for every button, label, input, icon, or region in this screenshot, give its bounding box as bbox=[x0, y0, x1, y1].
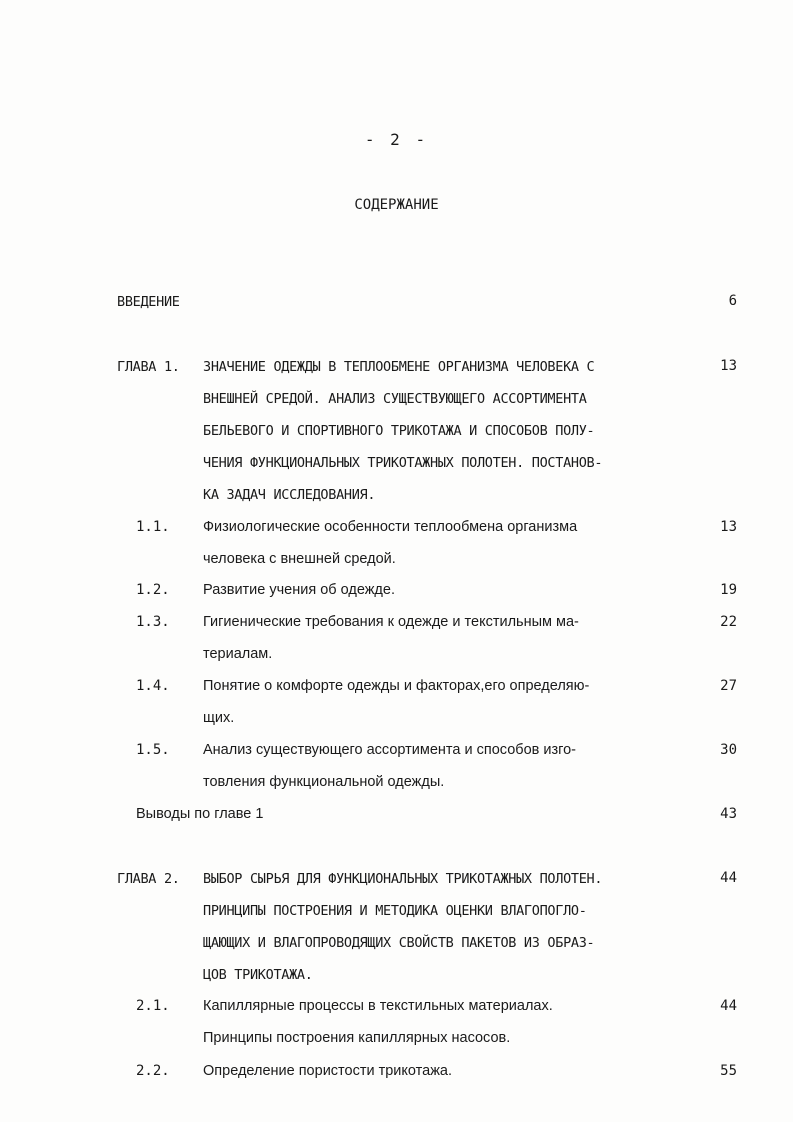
toc-section-title-line: Гигиенические требования к одежде и текстильным ма- bbox=[203, 614, 579, 630]
toc-section-title-line: щих. bbox=[203, 710, 235, 726]
toc-chapter-2-title-line: ПРИНЦИПЫ ПОСТРОЕНИЯ И МЕТОДИКА ОЦЕНКИ ВЛАГОПОГЛО- bbox=[203, 903, 587, 919]
toc-section-page: 22 bbox=[720, 614, 737, 630]
toc-section-title-line: Принципы построения капиллярных насосов. bbox=[203, 1030, 511, 1046]
toc-section-page: 44 bbox=[720, 998, 737, 1014]
toc-section-title-line: Анализ существующего ассортимента и способов изго- bbox=[203, 742, 576, 758]
toc-chapter-1-title-line: КА ЗАДАЧ ИССЛЕДОВАНИЯ. bbox=[203, 487, 376, 503]
toc-section-title-line: человека с внешней средой. bbox=[203, 551, 396, 567]
page-number: - 2 - bbox=[364, 130, 429, 149]
toc-intro-page: 6 bbox=[728, 293, 737, 309]
toc-section-number: 1.5. bbox=[136, 742, 170, 758]
toc-chapter-1-page: 13 bbox=[720, 358, 737, 374]
toc-intro-label: ВВЕДЕНИЕ bbox=[117, 294, 180, 310]
toc-chapter-2-title-line: ВЫБОР СЫРЬЯ ДЛЯ ФУНКЦИОНАЛЬНЫХ ТРИКОТАЖНЫХ ПОЛОТЕН. bbox=[203, 871, 603, 887]
toc-section-title-line: Определение пористости трикотажа. bbox=[203, 1063, 452, 1079]
toc-section-title-line: Физиологические особенности теплообмена организма bbox=[203, 519, 578, 535]
toc-chapter-1-title-line: БЕЛЬЕВОГО И СПОРТИВНОГО ТРИКОТАЖА И СПОСОБОВ ПОЛУ- bbox=[203, 423, 595, 439]
toc-chapter-1-title-line: ВНЕШНЕЙ СРЕДОЙ. АНАЛИЗ СУЩЕСТВУЮЩЕГО АССОРТИМЕНТА bbox=[203, 391, 587, 407]
toc-section-page: 30 bbox=[720, 742, 737, 758]
toc-section-number: 1.1. bbox=[136, 519, 170, 535]
toc-chapter-1-label: ГЛАВА 1. bbox=[117, 359, 180, 375]
toc-section-title-line: Понятие о комфорте одежды и факторах,его определяю- bbox=[203, 678, 590, 694]
toc-chapter-2-label: ГЛАВА 2. bbox=[117, 871, 180, 887]
toc-section-page: 19 bbox=[720, 582, 737, 598]
toc-section-number: 1.4. bbox=[136, 678, 170, 694]
toc-section-title-line: товления функциональной одежды. bbox=[203, 774, 445, 790]
toc-section-title-line: териалам. bbox=[203, 646, 273, 662]
toc-section-number: 2.2. bbox=[136, 1063, 170, 1079]
toc-chapter-1-title-line: ЧЕНИЯ ФУНКЦИОНАЛЬНЫХ ТРИКОТАЖНЫХ ПОЛОТЕН. ПОСТАНОВ- bbox=[203, 455, 603, 471]
toc-chapter-1-title-line: ЗНАЧЕНИЕ ОДЕЖДЫ В ТЕПЛООБМЕНЕ ОРГАНИЗМА ЧЕЛОВЕКА С bbox=[203, 359, 595, 375]
toc-section-title-line: Развитие учения об одежде. bbox=[203, 582, 395, 598]
toc-section-page: 55 bbox=[720, 1063, 737, 1079]
toc-conclusion-label: Выводы по главе 1 bbox=[136, 806, 264, 822]
toc-section-page: 13 bbox=[720, 519, 737, 535]
toc-section-number: 2.1. bbox=[136, 998, 170, 1014]
page-title: СОДЕРЖАНИЕ bbox=[354, 197, 439, 213]
toc-conclusion-page: 43 bbox=[720, 806, 737, 822]
toc-chapter-2-title-line: ЦОВ ТРИКОТАЖА. bbox=[203, 967, 313, 983]
toc-section-title-line: Капиллярные процессы в текстильных материалах. bbox=[203, 998, 553, 1014]
toc-section-page: 27 bbox=[720, 678, 737, 694]
toc-section-number: 1.2. bbox=[136, 582, 170, 598]
toc-chapter-2-title-line: ЩАЮЩИХ И ВЛАГОПРОВОДЯЩИХ СВОЙСТВ ПАКЕТОВ ИЗ ОБРАЗ- bbox=[203, 935, 595, 951]
toc-chapter-2-page: 44 bbox=[720, 870, 737, 886]
toc-section-number: 1.3. bbox=[136, 614, 170, 630]
